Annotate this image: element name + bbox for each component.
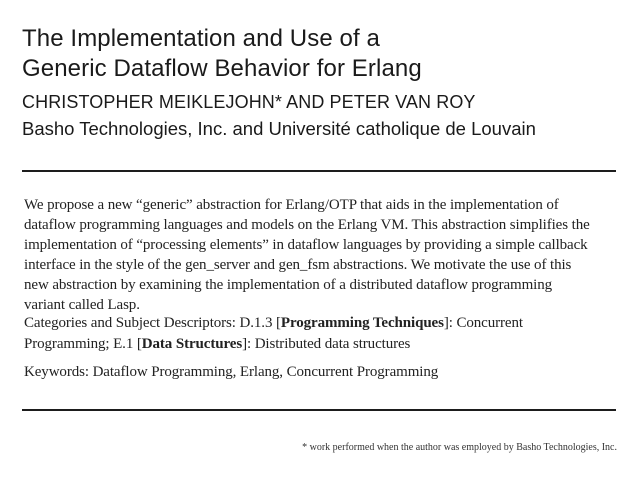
paper-title-line-2: Generic Dataflow Behavior for Erlang — [22, 55, 422, 82]
categories-text: Programming; E.1 [ — [24, 336, 142, 352]
paper-title — [22, 24, 422, 84]
top-rule — [22, 170, 616, 172]
abstract-line: interface in the style of the gen_server and gen_fsm abstractions. We motivate the use of this — [24, 257, 572, 273]
categories-line-1 — [24, 313, 523, 334]
paper-abstract — [24, 195, 590, 315]
abstract-line: We propose a new “generic” abstraction for Erlang/OTP that aids in the implementation of — [24, 197, 559, 213]
paper-keywords: Keywords: Dataflow Programming, Erlang, Concurrent Programming — [24, 364, 439, 380]
paper-categories — [24, 313, 523, 355]
categories-line-2 — [24, 334, 523, 355]
abstract-line: variant called Lasp. — [24, 297, 140, 313]
categories-bold-term: Data Structures — [141, 336, 243, 352]
categories-bold-term: Programming Techniques — [280, 315, 444, 331]
categories-text: ]: Distributed data structures — [242, 336, 411, 352]
categories-text: ]: Concurrent — [443, 315, 523, 331]
bottom-rule — [22, 409, 616, 411]
paper-title-line-1: The Implementation and Use of a — [22, 25, 380, 52]
abstract-line: new abstraction by examining the implementation of a distributed dataflow programming — [24, 277, 553, 293]
abstract-line: implementation of “processing elements” in dataflow languages by providing a simple callback — [24, 237, 588, 253]
categories-text: Categories and Subject Descriptors: D.1.3 [ — [24, 315, 281, 331]
paper-affiliation: Basho Technologies, Inc. and Université catholique de Louvain — [22, 118, 536, 139]
abstract-line: dataflow programming languages and models on the Erlang VM. This abstraction simplifies the — [24, 217, 590, 233]
paper-footnote: * work performed when the author was employed by Basho Technologies, Inc. — [302, 442, 617, 453]
paper-authors: CHRISTOPHER MEIKLEJOHN* AND PETER VAN ROY — [22, 92, 476, 112]
